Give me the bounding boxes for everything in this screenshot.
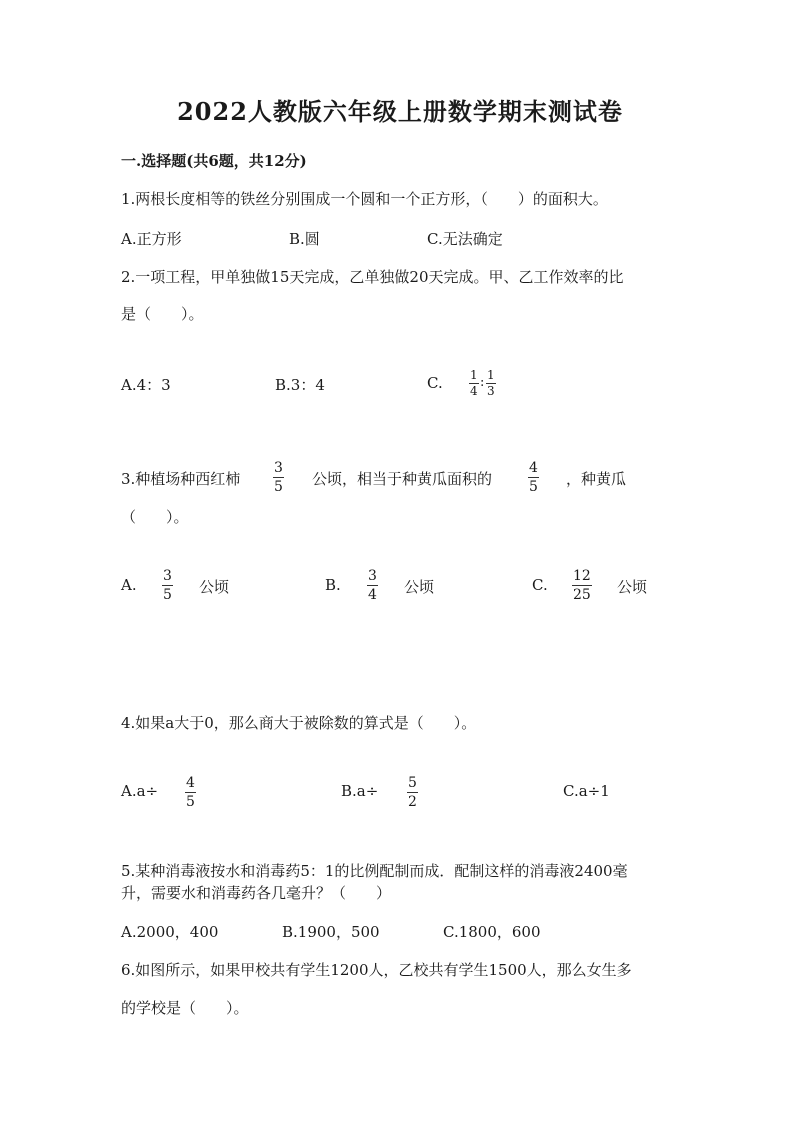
- question-3-stem-line2: （ ）。: [121, 508, 189, 526]
- question-1-option-b[interactable]: B.圆: [289, 230, 320, 248]
- question-4-option-b-fraction: [407, 775, 418, 810]
- question-6-stem-line2: 的学校是（ ）。: [121, 999, 249, 1017]
- fraction-numerator: 1: [470, 368, 478, 382]
- fraction-bar: [185, 792, 196, 793]
- fraction-denominator: 5: [529, 479, 538, 495]
- fraction-numerator: 4: [186, 775, 195, 791]
- question-2-option-a[interactable]: A.4：3: [121, 376, 171, 394]
- question-3-option-b-fraction: [367, 568, 378, 603]
- question-5-option-c[interactable]: C.1800，600: [443, 923, 541, 941]
- question-3-fraction-tomato: [273, 460, 284, 495]
- fraction-bar: [572, 585, 592, 586]
- fraction-bar: [162, 585, 173, 586]
- fraction-denominator: 25: [573, 587, 591, 603]
- fraction-numerator: 5: [408, 775, 417, 791]
- question-3-option-c-fraction: [572, 568, 592, 603]
- fraction-denominator: 5: [163, 587, 172, 603]
- fraction-bar: [407, 792, 418, 793]
- fraction-denominator: 4: [470, 384, 478, 398]
- fraction-denominator: 2: [408, 794, 417, 810]
- question-3-option-a-unit: 公顷: [199, 578, 230, 596]
- section-heading: 一.选择题(共6题，共12分): [121, 152, 307, 170]
- ratio-colon: :: [480, 375, 485, 390]
- fraction-numerator: 4: [529, 460, 538, 476]
- fraction-denominator: 4: [368, 587, 377, 603]
- fraction-bar: [367, 585, 378, 586]
- question-2-stem-line2: 是（ ）。: [121, 305, 204, 323]
- question-4-option-a[interactable]: A.a÷: [121, 782, 159, 800]
- question-3-option-b[interactable]: B.: [325, 576, 341, 594]
- fraction-numerator: 3: [163, 568, 172, 584]
- question-6-stem-line1: 6.如图所示，如果甲校共有学生1200人，乙校共有学生1500人，那么女生多: [121, 961, 632, 979]
- fraction-numerator: 3: [368, 568, 377, 584]
- question-3-stem-part1: 3.种植场种西红柿: [121, 470, 241, 488]
- fraction-denominator: 3: [487, 384, 495, 398]
- question-1-option-a[interactable]: A.正方形: [121, 230, 182, 248]
- question-3-option-c[interactable]: C.: [532, 576, 548, 594]
- question-3-option-b-unit: 公顷: [404, 578, 435, 596]
- question-5-stem-line2: 升，需要水和消毒药各几毫升？（ ）: [121, 884, 392, 902]
- fraction-denominator: 5: [186, 794, 195, 810]
- page-title: 2022人教版六年级上册数学期末测试卷: [177, 97, 623, 126]
- question-2-option-c[interactable]: C.: [427, 374, 443, 392]
- question-4-option-b[interactable]: B.a÷: [341, 782, 379, 800]
- question-2-option-c-fraction-1: [469, 369, 479, 398]
- fraction-numerator: 12: [573, 568, 591, 584]
- question-3-option-c-unit: 公顷: [617, 578, 648, 596]
- question-2-stem-line1: 2.一项工程，甲单独做15天完成，乙单独做20天完成。甲、乙工作效率的比: [121, 268, 624, 286]
- question-2-option-b[interactable]: B.3：4: [275, 376, 325, 394]
- fraction-denominator: 5: [274, 479, 283, 495]
- fraction-numerator: 3: [274, 460, 283, 476]
- question-4-option-a-fraction: [185, 775, 196, 810]
- question-1-option-c[interactable]: C.无法确定: [427, 230, 503, 248]
- question-1-stem: 1.两根长度相等的铁丝分别围成一个圆和一个正方形，（ ）的面积大。: [121, 190, 608, 208]
- question-3-fraction-ratio: [528, 460, 539, 495]
- question-4-stem: 4.如果a大于0，那么商大于被除数的算式是（ ）。: [121, 714, 477, 732]
- fraction-bar: [273, 477, 284, 478]
- question-5-option-a[interactable]: A.2000，400: [121, 923, 219, 941]
- question-3-stem-part2: 公顷，相当于种黄瓜面积的: [312, 470, 493, 488]
- question-3-option-a-fraction: [162, 568, 173, 603]
- question-5-stem-line1: 5.某种消毒液按水和消毒药5：1的比例配制而成．配制这样的消毒液2400毫: [121, 862, 628, 880]
- question-3-option-a[interactable]: A.: [121, 576, 137, 594]
- fraction-numerator: 1: [487, 368, 495, 382]
- fraction-bar: [528, 477, 539, 478]
- question-4-option-c[interactable]: C.a÷1: [563, 782, 610, 800]
- question-5-option-b[interactable]: B.1900，500: [282, 923, 380, 941]
- question-2-option-c-fraction-2: [486, 369, 496, 398]
- question-3-stem-part3: ，种黄瓜: [566, 470, 627, 488]
